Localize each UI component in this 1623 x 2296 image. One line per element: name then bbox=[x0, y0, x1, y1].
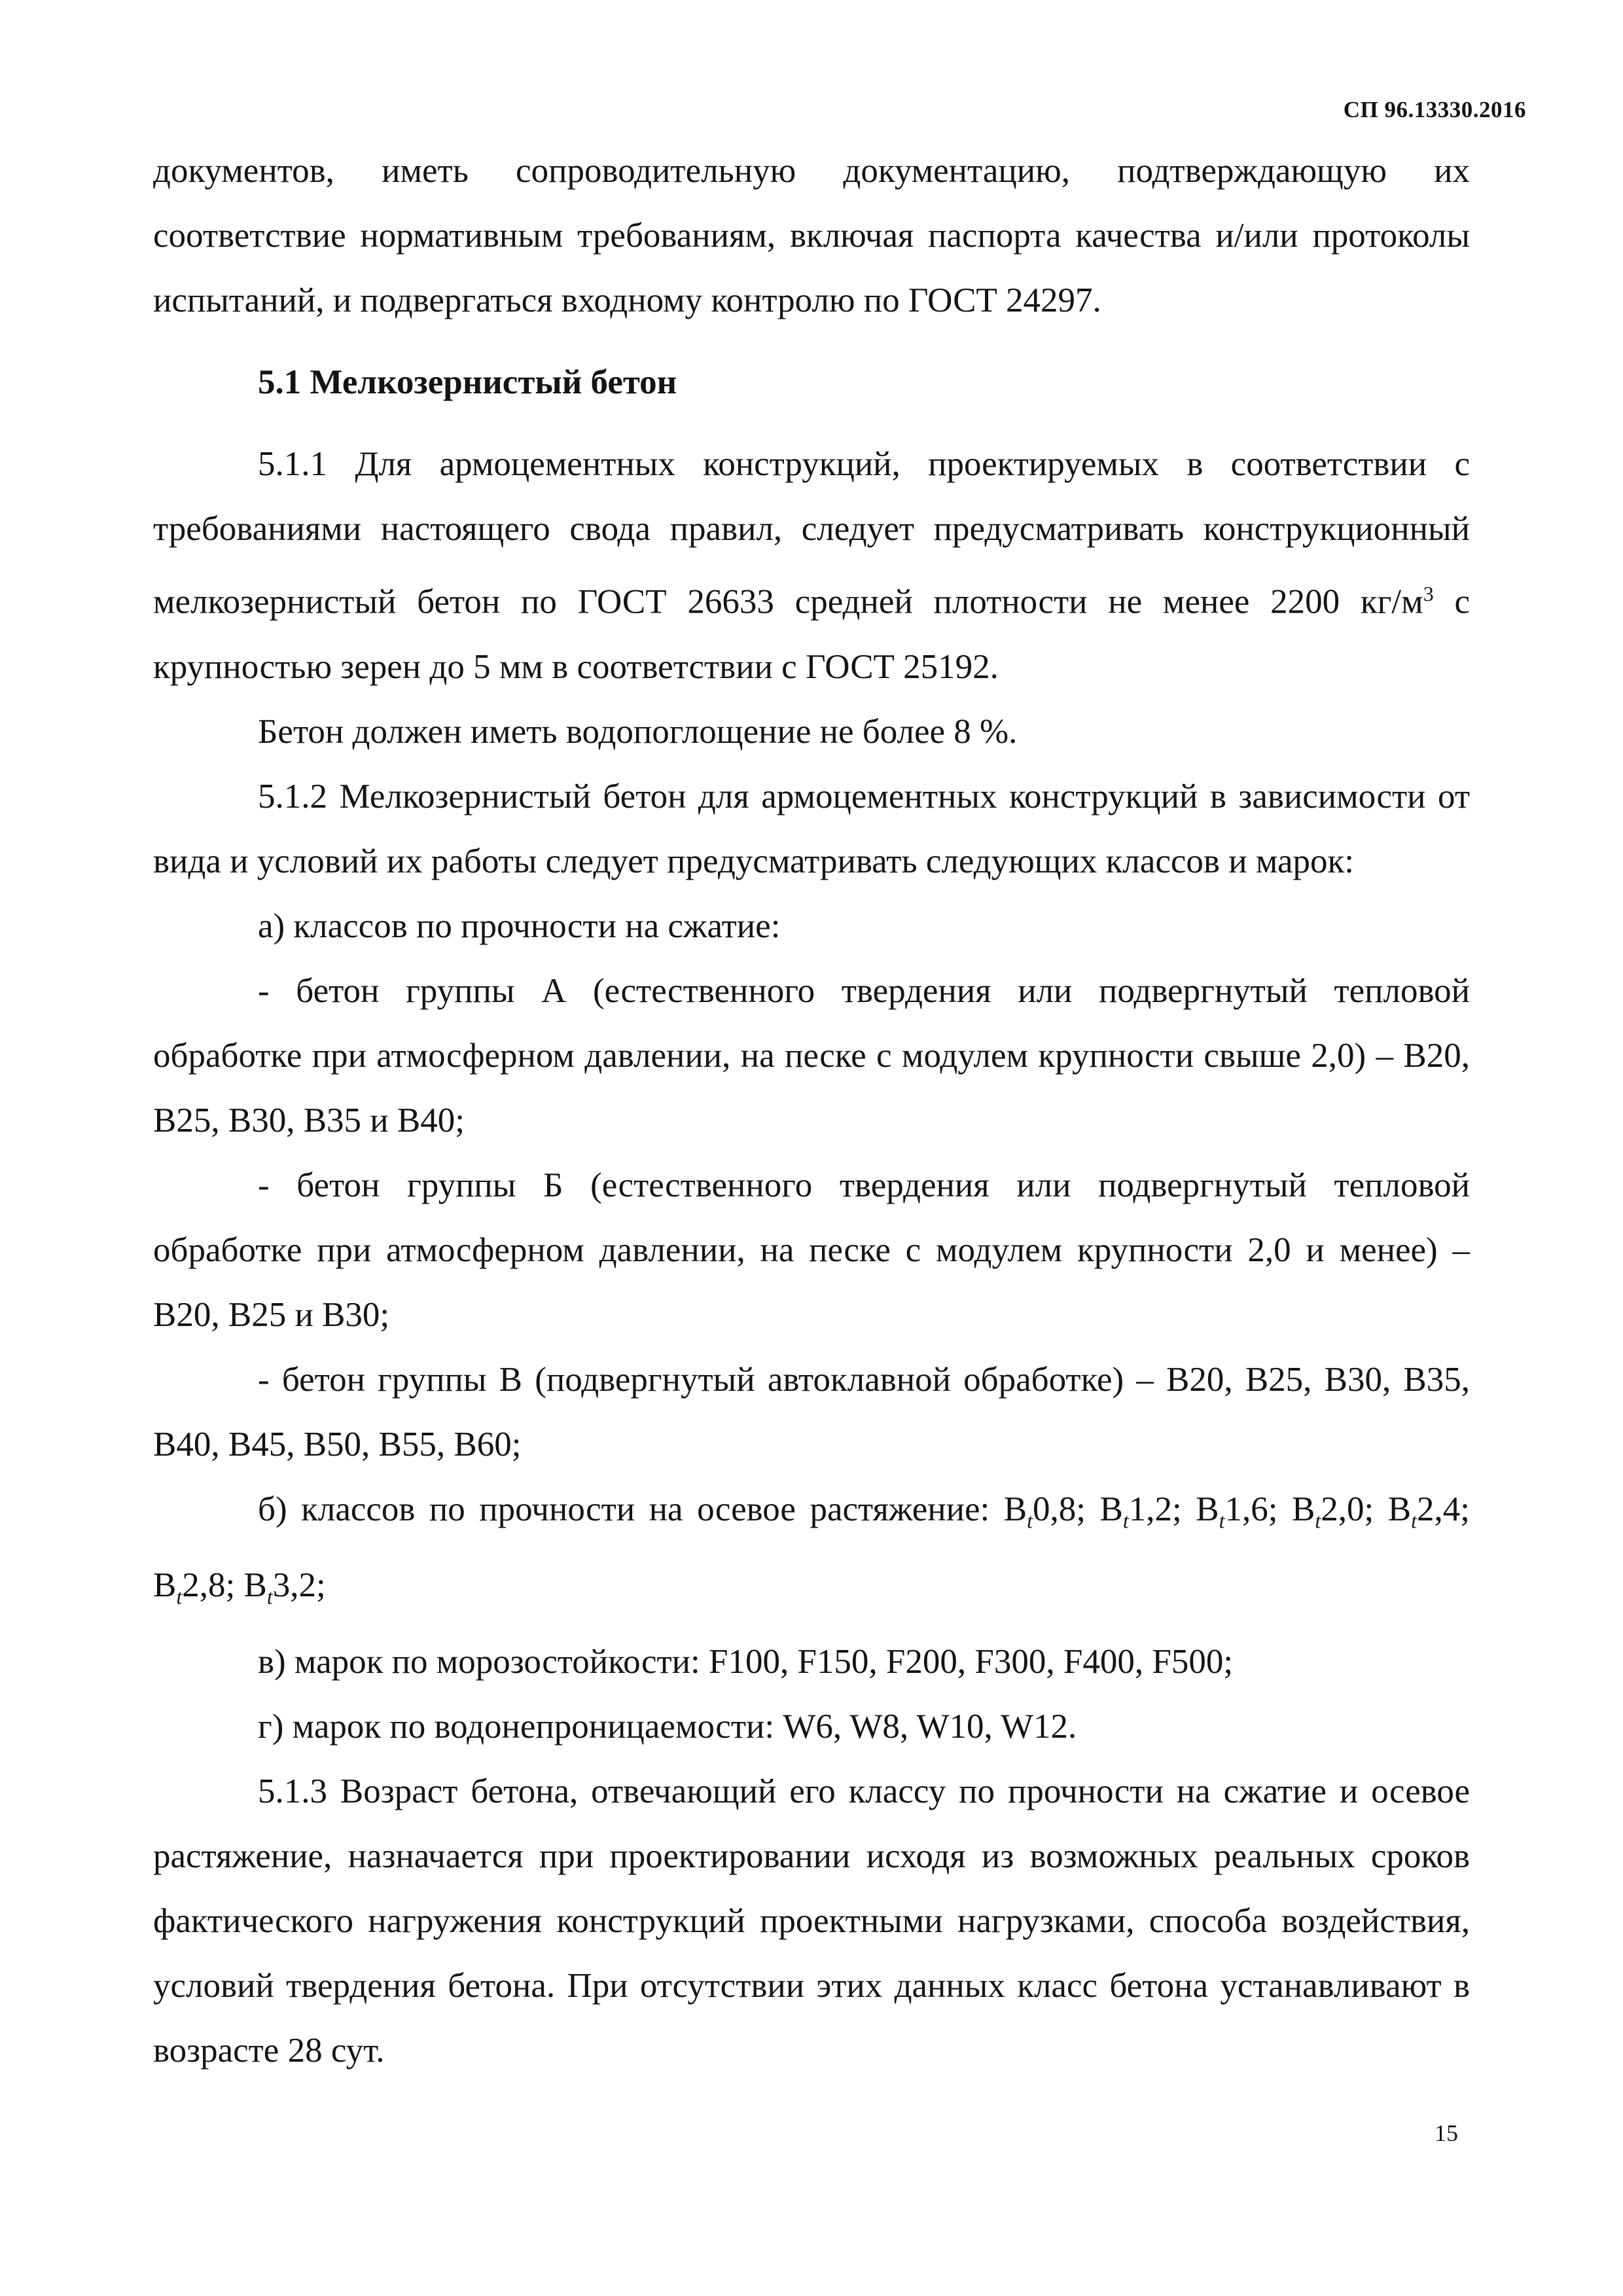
tensile-class-value: 0,8 bbox=[1033, 1490, 1077, 1528]
section-heading: 5.1 Мелкозернистый бетон bbox=[258, 363, 677, 401]
concrete-group-b: - бетон группы Б (естественного твердения или подвергнутый тепловой обработке при атмосферном давлении, на песке с модулем крупности 2,0 и менее) – В20, В25 и В30; bbox=[153, 1166, 1470, 1334]
tensile-class-symbol: B bbox=[1387, 1490, 1412, 1528]
tensile-class-value: 1,6 bbox=[1224, 1490, 1268, 1528]
tensile-class-value: 1,2 bbox=[1128, 1490, 1173, 1528]
water-absorption-paragraph: Бетон должен иметь водопоглощение не более 8 %. bbox=[258, 712, 1018, 751]
list-item-v: в) марок по морозостойкости: F100, F150, F200, F300, F400, F500; bbox=[258, 1642, 1234, 1681]
tensile-class-symbol: B bbox=[243, 1566, 267, 1605]
concrete-group-a: - бетон группы А (естественного твердения или подвергнутый тепловой обработке при атмосферном давлении, на песке с модулем крупности свыше 2,0) – В20, В25, В30, В35 и В40; bbox=[153, 971, 1470, 1139]
paragraph-5-1-2: 5.1.2 Мелкозернистый бетон для армоцементных конструкций в зависимости от вида и условий их работы следует предусматривать следующих классов и марок: bbox=[153, 777, 1470, 880]
tensile-class-value: 2,0 bbox=[1321, 1490, 1364, 1528]
tensile-class-subscript: t bbox=[1122, 1509, 1129, 1533]
concrete-group-v: - бетон группы В (подвергнутый автоклавной обработке) – В20, В25, В30, В35, В40, В45, В50, В55, В60; bbox=[153, 1360, 1470, 1463]
tensile-class-subscript: t bbox=[1219, 1509, 1225, 1533]
tensile-class-symbol: B bbox=[1292, 1490, 1315, 1528]
paragraph-5-1-1-text-end: с крупностью зерен до 5 мм в соответствии с ГОСТ 25192. bbox=[153, 583, 1470, 686]
tensile-class-subscript: t bbox=[176, 1585, 183, 1609]
document-body bbox=[153, 139, 1470, 2083]
tensile-class-symbol: B bbox=[153, 1566, 177, 1605]
cubic-superscript: 3 bbox=[1423, 582, 1434, 605]
paragraph-5-1-3: 5.1.3 Возраст бетона, отвечающий его классу по прочности на сжатие и осевое растяжение, назначается при проектировании исходя из возможных реальных сроков фактического нагружения конструкций проектными нагрузками, способа воздействия, условий твердения бетона. При отсутствии этих данных класс бетона устанавливают в возрасте 28 сут. bbox=[153, 1772, 1470, 2070]
tensile-class-subscript: t bbox=[1411, 1509, 1418, 1533]
tensile-class-value: 3,2 bbox=[272, 1566, 316, 1605]
tensile-class-item: $B_t2,4$; bbox=[1387, 1490, 1471, 1533]
tensile-class-symbol: B bbox=[1003, 1490, 1027, 1528]
tensile-class-symbol: B bbox=[1196, 1490, 1219, 1528]
document-code: СП 96.13330.2016 bbox=[1343, 97, 1526, 122]
tensile-class-item: $B_t2,0$; bbox=[1292, 1490, 1374, 1533]
paragraph-5-1-1-text: 5.1.1 Для армоцементных конструкций, проектируемых в соответствии с требованиями настоящего свода правил, следует предусматривать конструкционный мелкозернистый бетон по ГОСТ 26633 средней плотности не менее 2200 кг/м bbox=[153, 445, 1470, 621]
tensile-class-subscript: t bbox=[1027, 1509, 1033, 1533]
tensile-class-value: 2,4 bbox=[1417, 1490, 1461, 1528]
list-item-a: а) классов по прочности на сжатие: bbox=[258, 906, 781, 945]
intro-paragraph: документов, иметь сопроводительную документацию, подтверждающую их соответствие нормативным требованиям, включая паспорта качества и/или протоколы испытаний, и подвергаться входному контролю по ГОСТ 24297. bbox=[153, 152, 1470, 319]
tensile-class-subscript: t bbox=[266, 1585, 273, 1609]
tensile-class-item: $B_t1,6$; bbox=[1196, 1490, 1278, 1533]
tensile-class-item: $B_t1,2$; bbox=[1099, 1490, 1182, 1533]
tensile-class-item: $B_t3,2$; bbox=[243, 1566, 326, 1609]
tensile-class-subscript: t bbox=[1315, 1509, 1321, 1533]
tensile-class-item: $B_t2,8$; bbox=[153, 1566, 236, 1609]
paragraph-5-1-1 bbox=[153, 432, 1470, 700]
page-number: 15 bbox=[1435, 2120, 1458, 2146]
tensile-class-item: $B_t0,8$; bbox=[1003, 1490, 1086, 1533]
list-item-b-prefix: б) классов по прочности на осевое растяжение: bbox=[258, 1490, 1004, 1528]
tensile-class-symbol: B bbox=[1099, 1490, 1123, 1528]
list-item-g: г) марок по водонепроницаемости: W6, W8, W10, W12. bbox=[258, 1707, 1077, 1746]
list-item-b bbox=[153, 1477, 1470, 1630]
tensile-class-value: 2,8 bbox=[182, 1566, 226, 1605]
